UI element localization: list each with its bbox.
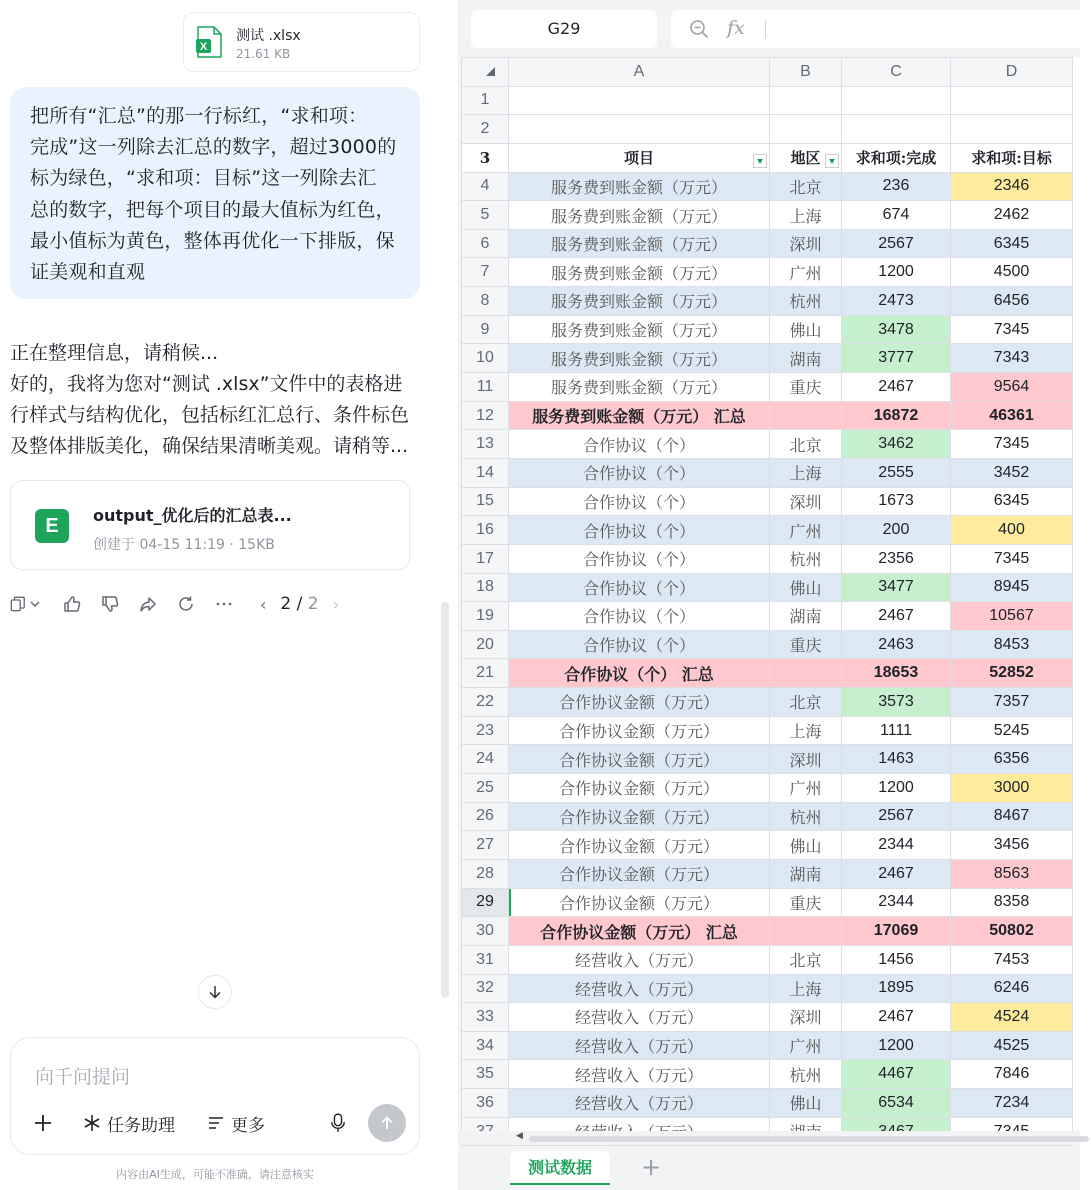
item-cell[interactable]: 服务费到账金额（万元） [509,258,770,287]
item-cell[interactable]: 经营收入（万元） [509,1031,770,1060]
row-header[interactable]: 6 [462,229,509,258]
goal-cell[interactable]: 46361 [951,401,1073,430]
goal-cell[interactable]: 2346 [951,172,1073,201]
region-cell[interactable]: 深圳 [770,745,842,774]
region-cell[interactable]: 广州 [770,516,842,545]
more-tools-label: 更多 [231,1115,265,1136]
zoom-icon[interactable] [689,19,709,39]
region-cell[interactable]: 杭州 [770,287,842,316]
done-cell[interactable]: 2567 [842,229,951,258]
done-cell[interactable]: 2463 [842,630,951,659]
table-row[interactable] [462,945,1073,974]
chat-input-placeholder[interactable]: 向千问提问 [35,1066,131,1088]
cell-name-box[interactable]: G29 [471,10,657,48]
goal-cell[interactable]: 8453 [951,630,1073,659]
table-row[interactable] [462,229,1073,258]
table-row[interactable] [462,315,1073,344]
chat-input-box[interactable] [10,1037,420,1155]
table-row[interactable] [462,802,1073,831]
region-cell[interactable]: 上海 [770,458,842,487]
scroll-to-bottom-button[interactable] [198,975,232,1009]
item-cell[interactable]: 合作协议金额（万元） 汇总 [509,917,770,946]
goal-cell[interactable]: 3000 [951,774,1073,803]
row-header[interactable]: 14 [462,458,509,487]
table-row[interactable] [462,201,1073,230]
row-header[interactable]: 11 [462,373,509,402]
region-cell[interactable]: 上海 [770,716,842,745]
column-header-a[interactable]: A [509,58,770,87]
goal-cell[interactable]: 7234 [951,1089,1073,1118]
row-header[interactable]: 23 [462,716,509,745]
thumbs-down-icon [101,595,119,613]
goal-cell[interactable]: 4525 [951,1031,1073,1060]
done-cell[interactable]: 1111 [842,716,951,745]
row-header[interactable]: 19 [462,602,509,631]
message-actions [8,592,428,618]
row-header[interactable]: 30 [462,917,509,946]
table-row[interactable] [462,1089,1073,1118]
horizontal-scrollbar[interactable] [461,1131,1080,1145]
region-cell[interactable]: 杭州 [770,544,842,573]
excel-file-icon: E [35,509,69,543]
region-cell[interactable] [770,401,842,430]
row-header[interactable]: 35 [462,1060,509,1089]
done-cell[interactable]: 6534 [842,1089,951,1118]
item-cell[interactable]: 合作协议金额（万元） [509,831,770,860]
row-header[interactable]: 31 [462,945,509,974]
done-cell[interactable]: 1673 [842,487,951,516]
item-cell[interactable]: 合作协议（个） [509,630,770,659]
row-header[interactable]: 1 [462,86,509,115]
done-cell[interactable]: 1200 [842,258,951,287]
table-row[interactable] [462,774,1073,803]
item-cell[interactable]: 服务费到账金额（万元） 汇总 [509,401,770,430]
item-cell[interactable]: 合作协议金额（万元） [509,888,770,917]
goal-cell[interactable]: 10567 [951,602,1073,631]
done-cell[interactable]: 2356 [842,544,951,573]
chevron-right-icon[interactable]: › [332,594,340,614]
total-row[interactable] [462,401,1073,430]
pager-sep: / [296,594,303,614]
row-header[interactable]: 20 [462,630,509,659]
row-header[interactable]: 10 [462,344,509,373]
item-cell[interactable]: 合作协议金额（万元） [509,802,770,831]
chat-panel [0,0,452,1190]
row-header[interactable]: 34 [462,1031,509,1060]
ai-response-line: 正在整理信息，请稍候... [10,342,219,364]
select-all-corner[interactable] [462,58,509,87]
done-cell[interactable]: 1200 [842,1031,951,1060]
region-cell[interactable]: 深圳 [770,1003,842,1032]
item-cell[interactable]: 合作协议（个） 汇总 [509,659,770,688]
table-row[interactable] [462,688,1073,717]
table-row[interactable] [462,831,1073,860]
copy-icon [10,595,26,613]
thumbs-up-icon [63,595,81,613]
row-header[interactable]: 18 [462,573,509,602]
item-cell[interactable]: 服务费到账金额（万元） [509,201,770,230]
ai-response [10,338,430,462]
microphone-icon [330,1113,346,1133]
done-cell[interactable]: 236 [842,172,951,201]
region-cell[interactable]: 北京 [770,430,842,459]
done-cell[interactable]: 16872 [842,401,951,430]
region-cell[interactable]: 杭州 [770,802,842,831]
table-row[interactable] [462,344,1073,373]
item-cell[interactable]: 服务费到账金额（万元） [509,373,770,402]
xlsx-file-icon [196,26,222,58]
cell[interactable] [951,86,1073,115]
table-row[interactable] [462,487,1073,516]
done-cell[interactable]: 3477 [842,573,951,602]
table-row[interactable] [462,716,1073,745]
pager-total: 2 [307,594,319,614]
more-dots-icon [215,595,233,613]
done-cell[interactable]: 3462 [842,430,951,459]
row-header[interactable]: 13 [462,430,509,459]
goal-cell[interactable]: 8358 [951,888,1073,917]
more-tools-button[interactable] [207,1110,265,1136]
item-cell[interactable]: 经营收入（万元） [509,974,770,1003]
user-message-line: 证美观和直观 [30,261,146,284]
like-button[interactable] [60,592,84,616]
region-cell[interactable]: 北京 [770,172,842,201]
sheet-grid[interactable] [461,57,1080,1131]
done-cell[interactable]: 2467 [842,859,951,888]
row-header[interactable]: 15 [462,487,509,516]
cell[interactable] [509,115,770,144]
output-file-name: output_优化后的汇总表... [93,506,292,525]
table-row[interactable] [462,602,1073,631]
item-cell[interactable]: 经营收入（万元） [509,945,770,974]
region-cell[interactable]: 佛山 [770,1089,842,1118]
region-cell[interactable] [770,917,842,946]
copy-dropdown-button[interactable] [8,592,42,616]
filter-dropdown-icon[interactable] [753,154,767,168]
region-cell[interactable]: 深圳 [770,229,842,258]
more-actions-button[interactable] [212,592,236,616]
header-cell-done[interactable]: 求和项:完成 [842,143,951,172]
fx-icon: fx [727,17,745,39]
sheet-table[interactable] [461,57,1073,1146]
cell[interactable] [509,86,770,115]
pager-current: 2 [280,594,292,614]
chat-scrollbar[interactable] [441,602,449,998]
item-cell[interactable]: 合作协议金额（万元） [509,859,770,888]
table-row[interactable] [462,888,1073,917]
goal-cell[interactable]: 6345 [951,487,1073,516]
done-cell[interactable]: 3777 [842,344,951,373]
arrow-down-icon [207,984,223,1000]
goal-cell[interactable]: 6246 [951,974,1073,1003]
regenerate-button[interactable] [174,592,198,616]
column-header-b[interactable]: B [770,58,842,87]
table-row[interactable] [462,172,1073,201]
table-row[interactable] [462,573,1073,602]
scroll-left-icon[interactable]: ◀ [516,1131,523,1141]
goal-cell[interactable]: 4500 [951,258,1073,287]
goal-cell[interactable]: 8563 [951,859,1073,888]
goal-cell[interactable]: 52852 [951,659,1073,688]
user-message-line: 标为绿色，“求和项：目标”这一列除去汇 [30,167,377,190]
done-cell[interactable]: 2467 [842,602,951,631]
table-row[interactable] [462,430,1073,459]
region-cell[interactable]: 广州 [770,1031,842,1060]
total-row[interactable] [462,917,1073,946]
done-cell[interactable]: 1456 [842,945,951,974]
pager-text [280,594,318,614]
header-region-label: 地区 [790,149,821,168]
dislike-button[interactable] [98,592,122,616]
user-message-line: 总的数字，把每个项目的最大值标为红色， [30,198,395,221]
svg-text:X: X [199,41,208,53]
refresh-icon [177,595,195,613]
done-cell[interactable]: 2344 [842,831,951,860]
task-assistant-button[interactable] [83,1110,175,1136]
row-header[interactable]: 32 [462,974,509,1003]
file-size: 21.61 KB [236,47,291,61]
ai-response-line: 及整体排版美化，确保结果清晰美观。请稍等... [10,435,409,457]
region-cell[interactable]: 深圳 [770,487,842,516]
done-cell[interactable]: 17069 [842,917,951,946]
table-row[interactable] [462,859,1073,888]
cell[interactable] [951,115,1073,144]
formula-divider [765,20,766,38]
region-cell[interactable]: 上海 [770,974,842,1003]
row-header[interactable]: 12 [462,401,509,430]
region-cell[interactable]: 重庆 [770,373,842,402]
row-header[interactable]: 4 [462,172,509,201]
send-button[interactable] [368,1104,406,1142]
item-cell[interactable]: 服务费到账金额（万元） [509,229,770,258]
scrollbar-thumb[interactable] [529,1136,1089,1142]
done-cell[interactable]: 3478 [842,315,951,344]
header-item-label: 项目 [623,149,654,168]
done-cell[interactable]: 2344 [842,888,951,917]
response-pager [260,592,339,616]
done-cell[interactable]: 1895 [842,974,951,1003]
done-cell[interactable]: 2555 [842,458,951,487]
share-button[interactable] [136,592,160,616]
region-cell[interactable] [770,659,842,688]
goal-cell[interactable]: 6356 [951,745,1073,774]
table-row[interactable] [462,544,1073,573]
done-cell[interactable]: 2467 [842,1003,951,1032]
region-cell[interactable]: 杭州 [770,1060,842,1089]
header-cell-item[interactable] [509,143,770,172]
row-header[interactable]: 22 [462,688,509,717]
region-cell[interactable]: 湖南 [770,859,842,888]
row-header[interactable]: 7 [462,258,509,287]
column-header-c[interactable]: C [842,58,951,87]
goal-cell[interactable]: 3456 [951,831,1073,860]
goal-cell[interactable]: 400 [951,516,1073,545]
item-cell[interactable]: 经营收入（万元） [509,1003,770,1032]
user-message-bubble [10,87,420,299]
item-cell[interactable]: 合作协议金额（万元） [509,716,770,745]
table-row[interactable] [462,1003,1073,1032]
item-cell[interactable]: 服务费到账金额（万元） [509,287,770,316]
region-cell[interactable]: 广州 [770,258,842,287]
table-row[interactable] [462,287,1073,316]
region-cell[interactable]: 佛山 [770,831,842,860]
ai-response-line: 行样式与结构优化，包括标红汇总行、条件标色 [10,404,410,426]
sparkle-icon [83,1114,101,1132]
chevron-down-icon [30,595,40,613]
cell[interactable] [842,86,951,115]
table-row[interactable] [462,373,1073,402]
table-row[interactable] [462,745,1073,774]
region-cell[interactable]: 北京 [770,945,842,974]
done-cell[interactable]: 674 [842,201,951,230]
header-cell-region[interactable] [770,143,842,172]
goal-cell[interactable]: 3452 [951,458,1073,487]
item-cell[interactable]: 合作协议（个） [509,573,770,602]
row-header[interactable]: 28 [462,859,509,888]
done-cell[interactable]: 3573 [842,688,951,717]
goal-cell[interactable]: 7453 [951,945,1073,974]
table-row[interactable] [462,458,1073,487]
voice-input-button[interactable] [323,1108,353,1138]
done-cell[interactable]: 2467 [842,373,951,402]
table-row[interactable] [462,258,1073,287]
done-cell[interactable]: 18653 [842,659,951,688]
table-row[interactable] [462,1031,1073,1060]
item-cell[interactable]: 合作协议金额（万元） [509,774,770,803]
goal-cell[interactable]: 7345 [951,544,1073,573]
row-header[interactable]: 33 [462,1003,509,1032]
row-header[interactable]: 25 [462,774,509,803]
row-header[interactable]: 29 [462,888,509,917]
task-assistant-label: 任务助理 [107,1115,175,1136]
add-sheet-button[interactable]: + [641,1153,662,1181]
row-header[interactable]: 8 [462,287,509,316]
row-header[interactable]: 17 [462,544,509,573]
sheet-tab-active[interactable]: 测试数据 [510,1151,610,1185]
goal-cell[interactable]: 7345 [951,430,1073,459]
goal-cell[interactable]: 5245 [951,716,1073,745]
goal-cell[interactable]: 8467 [951,802,1073,831]
row-header[interactable]: 3 [462,143,509,172]
row-header[interactable]: 27 [462,831,509,860]
sheet-tabs [458,1146,1080,1190]
region-cell[interactable]: 佛山 [770,315,842,344]
add-attachment-button[interactable] [33,1110,53,1136]
table-row[interactable] [462,1060,1073,1089]
menu-lines-icon [207,1114,225,1132]
item-cell[interactable]: 合作协议（个） [509,544,770,573]
output-file-card[interactable] [10,480,410,570]
region-cell[interactable]: 上海 [770,201,842,230]
column-header-d[interactable]: D [951,58,1073,87]
output-file-meta: 创建于 04-15 11:19 · 15KB [93,537,275,553]
row-header[interactable]: 21 [462,659,509,688]
item-cell[interactable]: 合作协议（个） [509,458,770,487]
item-cell[interactable]: 合作协议（个） [509,487,770,516]
done-cell[interactable]: 1200 [842,774,951,803]
row-header[interactable]: 2 [462,115,509,144]
item-cell[interactable]: 经营收入（万元） [509,1089,770,1118]
user-message-line: 最小值标为黄色，整体再优化一下排版，保 [30,229,395,252]
formula-input[interactable] [671,10,1091,48]
table-row[interactable] [462,516,1073,545]
region-cell[interactable]: 北京 [770,688,842,717]
item-cell[interactable]: 合作协议（个） [509,602,770,631]
corner-triangle-icon [486,67,495,76]
row-header[interactable]: 16 [462,516,509,545]
table-row[interactable] [462,974,1073,1003]
cell[interactable] [770,86,842,115]
region-cell[interactable]: 重庆 [770,630,842,659]
done-cell[interactable]: 1463 [842,745,951,774]
attached-file-card[interactable] [183,12,420,72]
goal-cell[interactable]: 50802 [951,917,1073,946]
goal-cell[interactable]: 6345 [951,229,1073,258]
goal-cell[interactable]: 8945 [951,573,1073,602]
ai-disclaimer: 内容由AI生成，可能不准确，请注意核实 [116,1168,314,1181]
done-cell[interactable]: 200 [842,516,951,545]
region-cell[interactable]: 佛山 [770,573,842,602]
item-cell[interactable]: 服务费到账金额（万元） [509,172,770,201]
user-message-line: 完成”这一列除去汇总的数字，超过3000的 [30,136,397,159]
chevron-left-icon[interactable]: ‹ [260,594,267,614]
goal-cell[interactable]: 7357 [951,688,1073,717]
region-cell[interactable]: 重庆 [770,888,842,917]
formula-bar [458,0,1080,56]
total-row[interactable] [462,659,1073,688]
goal-cell[interactable]: 7345 [951,315,1073,344]
filter-dropdown-icon[interactable] [825,154,839,168]
item-cell[interactable]: 合作协议金额（万元） [509,745,770,774]
item-cell[interactable]: 合作协议（个） [509,516,770,545]
table-row[interactable] [462,630,1073,659]
done-cell[interactable]: 2567 [842,802,951,831]
cell[interactable] [842,115,951,144]
ai-response-line: 好的，我将为您对“测试 .xlsx”文件中的表格进 [10,373,403,395]
done-cell[interactable]: 4467 [842,1060,951,1089]
item-cell[interactable]: 合作协议（个） [509,430,770,459]
item-cell[interactable]: 合作协议金额（万元） [509,688,770,717]
file-name: 测试 .xlsx [236,28,301,44]
goal-cell[interactable]: 9564 [951,373,1073,402]
header-cell-goal[interactable]: 求和项:目标 [951,143,1073,172]
goal-cell[interactable]: 7846 [951,1060,1073,1089]
row-header[interactable]: 24 [462,745,509,774]
item-cell[interactable]: 服务费到账金额（万元） [509,315,770,344]
row-header[interactable]: 36 [462,1089,509,1118]
user-message-line: 把所有“汇总”的那一行标红，“求和项： [30,105,368,127]
spreadsheet-panel [458,0,1080,1190]
goal-cell[interactable]: 2462 [951,201,1073,230]
row-header[interactable]: 9 [462,315,509,344]
done-cell[interactable]: 2473 [842,287,951,316]
goal-cell[interactable]: 6456 [951,287,1073,316]
row-header[interactable]: 5 [462,201,509,230]
goal-cell[interactable]: 4524 [951,1003,1073,1032]
share-icon [139,595,157,613]
plus-icon [33,1113,53,1133]
item-cell[interactable]: 经营收入（万元） [509,1060,770,1089]
region-cell[interactable]: 湖南 [770,344,842,373]
region-cell[interactable]: 广州 [770,774,842,803]
cell[interactable] [770,115,842,144]
arrow-up-icon [379,1115,395,1131]
goal-cell[interactable]: 7343 [951,344,1073,373]
row-header[interactable]: 26 [462,802,509,831]
item-cell[interactable]: 服务费到账金额（万元） [509,344,770,373]
region-cell[interactable]: 湖南 [770,602,842,631]
